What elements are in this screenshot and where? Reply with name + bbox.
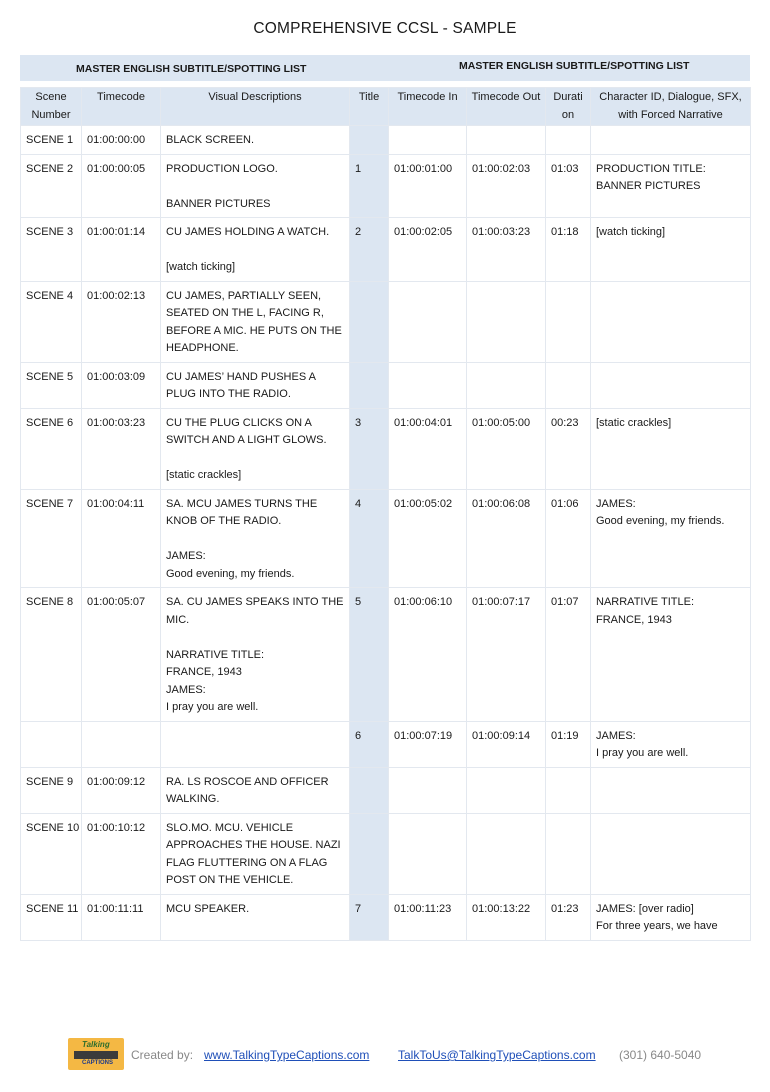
row-timecode: 01:00:05:07 <box>82 588 161 722</box>
row-timecode-in: 01:00:07:19 <box>389 721 467 767</box>
right-section-header-label: MASTER ENGLISH SUBTITLE/SPOTTING LIST <box>459 60 690 72</box>
col-header-tc-out: Timecode Out <box>467 88 546 126</box>
row-visual-description: SA. MCU JAMES TURNS THE KNOB OF THE RADIO. JAMES: Good evening, my friends. <box>161 489 350 588</box>
row-timecode-in: 01:00:05:02 <box>389 489 467 588</box>
left-section-header <box>20 55 349 81</box>
row-timecode-in: 01:00:04:01 <box>389 408 467 489</box>
row-character-dialogue: NARRATIVE TITLE: FRANCE, 1943 <box>591 588 751 722</box>
row-timecode-out: 01:00:13:22 <box>467 894 546 940</box>
row-duration <box>546 813 591 894</box>
row-visual-description: CU JAMES’ HAND PUSHES A PLUG INTO THE RADIO. <box>161 362 350 408</box>
row-duration: 01:07 <box>546 588 591 722</box>
logo-text-bottom: CAPTIONS <box>82 1060 114 1066</box>
row-visual-description: RA. LS ROSCOE AND OFFICER WALKING. <box>161 767 350 813</box>
row-timecode-out <box>467 281 546 362</box>
row-scene-number: SCENE 3 <box>21 218 82 282</box>
row-character-dialogue <box>591 767 751 813</box>
row-title-number <box>350 362 389 408</box>
row-timecode-in: 01:00:01:00 <box>389 154 467 218</box>
row-timecode-out <box>467 767 546 813</box>
row-timecode-out <box>467 362 546 408</box>
document-title: COMPREHENSIVE CCSL - SAMPLE <box>253 20 517 37</box>
row-scene-number: SCENE 9 <box>21 767 82 813</box>
row-title-number: 4 <box>350 489 389 588</box>
row-timecode-out <box>467 813 546 894</box>
col-header-visual: Visual Descriptions <box>161 88 350 126</box>
row-visual-description: SLO.MO. MCU. VEHICLE APPROACHES THE HOUSE. NAZI FLAG FLUTTERING ON A FLAG POST ON THE VEHICLE. <box>161 813 350 894</box>
table-row <box>21 154 751 218</box>
row-title-number <box>350 813 389 894</box>
row-duration: 00:23 <box>546 408 591 489</box>
phone-number: (301) 640-5040 <box>619 1048 702 1062</box>
row-timecode-in: 01:00:11:23 <box>389 894 467 940</box>
row-timecode: 01:00:00:05 <box>82 154 161 218</box>
table-row <box>21 588 751 722</box>
row-duration <box>546 281 591 362</box>
row-timecode-out: 01:00:07:17 <box>467 588 546 722</box>
table-row <box>21 281 751 362</box>
logo-bar <box>74 1051 118 1059</box>
table-row <box>21 894 751 940</box>
row-timecode: 01:00:03:09 <box>82 362 161 408</box>
row-title-number <box>350 767 389 813</box>
row-timecode: 01:00:00:00 <box>82 126 161 155</box>
row-duration: 01:23 <box>546 894 591 940</box>
row-visual-description: PRODUCTION LOGO. BANNER PICTURES <box>161 154 350 218</box>
row-character-dialogue: JAMES: Good evening, my friends. <box>591 489 751 588</box>
row-visual-description: MCU SPEAKER. <box>161 894 350 940</box>
row-timecode-in <box>389 126 467 155</box>
row-visual-description: BLACK SCREEN. <box>161 126 350 155</box>
table-row <box>21 126 751 155</box>
row-duration <box>546 126 591 155</box>
row-scene-number: SCENE 11 <box>21 894 82 940</box>
spotting-list-table <box>20 87 751 941</box>
table-row <box>21 362 751 408</box>
row-title-number: 5 <box>350 588 389 722</box>
row-timecode-out <box>467 126 546 155</box>
row-timecode-in: 01:00:02:05 <box>389 218 467 282</box>
row-title-number: 2 <box>350 218 389 282</box>
row-timecode-in <box>389 281 467 362</box>
row-scene-number: SCENE 6 <box>21 408 82 489</box>
row-character-dialogue: JAMES: [over radio] For three years, we have <box>591 894 751 940</box>
email-link[interactable]: TalkToUs@TalkingTypeCaptions.com <box>398 1048 596 1062</box>
footer <box>0 1038 770 1074</box>
row-visual-description: CU JAMES, PARTIALLY SEEN, SEATED ON THE L, FACING R, BEFORE A MIC. HE PUTS ON THE HEADPHONE. <box>161 281 350 362</box>
row-timecode-in <box>389 813 467 894</box>
created-by-label: Created by: <box>131 1048 194 1062</box>
table-row <box>21 489 751 588</box>
table-row <box>21 813 751 894</box>
row-character-dialogue: JAMES: I pray you are well. <box>591 721 751 767</box>
right-section-header <box>349 55 750 81</box>
col-header-character: Character ID, Dialogue, SFX, with Forced Narrative <box>591 88 751 126</box>
left-section-header-label: MASTER ENGLISH SUBTITLE/SPOTTING LIST <box>76 63 307 75</box>
row-timecode: 01:00:04:11 <box>82 489 161 588</box>
row-visual-description: CU JAMES HOLDING A WATCH. [watch ticking] <box>161 218 350 282</box>
col-header-title: Title <box>350 88 389 126</box>
row-scene-number: SCENE 4 <box>21 281 82 362</box>
row-timecode: 01:00:02:13 <box>82 281 161 362</box>
row-visual-description: CU THE PLUG CLICKS ON A SWITCH AND A LIGHT GLOWS. [static crackles] <box>161 408 350 489</box>
row-character-dialogue <box>591 813 751 894</box>
row-character-dialogue <box>591 281 751 362</box>
website-link[interactable]: www.TalkingTypeCaptions.com <box>204 1048 370 1062</box>
row-title-number <box>350 126 389 155</box>
row-duration: 01:03 <box>546 154 591 218</box>
company-logo <box>68 1038 124 1070</box>
row-title-number <box>350 281 389 362</box>
row-timecode-out: 01:00:05:00 <box>467 408 546 489</box>
row-scene-number: SCENE 1 <box>21 126 82 155</box>
table-row <box>21 218 751 282</box>
row-duration <box>546 362 591 408</box>
row-duration: 01:18 <box>546 218 591 282</box>
row-character-dialogue: [static crackles] <box>591 408 751 489</box>
row-duration: 01:19 <box>546 721 591 767</box>
row-visual-description: SA. CU JAMES SPEAKS INTO THE MIC. NARRATIVE TITLE: FRANCE, 1943 JAMES: I pray you are well. <box>161 588 350 722</box>
row-scene-number: SCENE 7 <box>21 489 82 588</box>
row-duration <box>546 767 591 813</box>
row-timecode-in: 01:00:06:10 <box>389 588 467 722</box>
col-header-timecode: Timecode <box>82 88 161 126</box>
table-header-row <box>21 88 751 126</box>
col-header-scene: Scene Number <box>21 88 82 126</box>
row-visual-description <box>161 721 350 767</box>
row-scene-number: SCENE 5 <box>21 362 82 408</box>
row-title-number: 7 <box>350 894 389 940</box>
row-timecode: 01:00:10:12 <box>82 813 161 894</box>
row-character-dialogue: PRODUCTION TITLE: BANNER PICTURES <box>591 154 751 218</box>
logo-text-top: Talking <box>82 1040 110 1049</box>
col-header-tc-in: Timecode In <box>389 88 467 126</box>
row-scene-number <box>21 721 82 767</box>
row-timecode-out: 01:00:03:23 <box>467 218 546 282</box>
row-timecode: 01:00:03:23 <box>82 408 161 489</box>
row-timecode-in <box>389 362 467 408</box>
col-header-duration: Durati on <box>546 88 591 126</box>
row-timecode: 01:00:09:12 <box>82 767 161 813</box>
table-row <box>21 408 751 489</box>
row-character-dialogue <box>591 362 751 408</box>
table-row <box>21 767 751 813</box>
row-character-dialogue <box>591 126 751 155</box>
row-scene-number: SCENE 8 <box>21 588 82 722</box>
row-scene-number: SCENE 10 <box>21 813 82 894</box>
row-timecode-out: 01:00:02:03 <box>467 154 546 218</box>
row-timecode-in <box>389 767 467 813</box>
row-title-number: 6 <box>350 721 389 767</box>
row-timecode: 01:00:01:14 <box>82 218 161 282</box>
table-row <box>21 721 751 767</box>
row-title-number: 3 <box>350 408 389 489</box>
row-scene-number: SCENE 2 <box>21 154 82 218</box>
row-timecode-out: 01:00:09:14 <box>467 721 546 767</box>
row-timecode <box>82 721 161 767</box>
row-character-dialogue: [watch ticking] <box>591 218 751 282</box>
row-duration: 01:06 <box>546 489 591 588</box>
row-title-number: 1 <box>350 154 389 218</box>
row-timecode-out: 01:00:06:08 <box>467 489 546 588</box>
row-timecode: 01:00:11:11 <box>82 894 161 940</box>
